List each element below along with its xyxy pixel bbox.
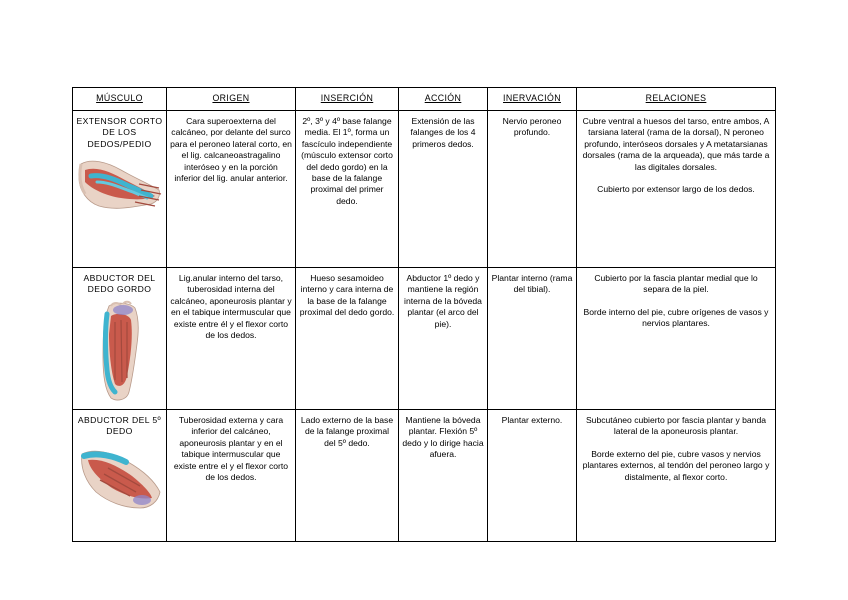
header-relaciones: RELACIONES	[577, 88, 776, 111]
cell-inervacion: Plantar interno (rama del tibial).	[488, 268, 577, 410]
cell-accion: Mantiene la bóveda plantar. Flexión 5º dedo y lo dirige hacia afuera.	[399, 410, 488, 542]
header-accion: ACCIÓN	[399, 88, 488, 111]
foot-dorsal-illustration	[77, 154, 163, 216]
header-musculo: MÚSCULO	[73, 88, 167, 111]
cell-origen: Tuberosidad externa y cara inferior del calcáneo, aponeurosis plantar y en el tabique intermuscular que existe entre el y el flexor corto de los dedos.	[167, 410, 296, 542]
muscle-table	[72, 87, 776, 542]
cell-accion: Abductor 1º dedo y mantiene la región interna de la bóveda plantar (el arco del pie).	[399, 268, 488, 410]
foot-lateral-illustration	[78, 442, 162, 514]
relaciones-paragraph-2: Cubierto por extensor largo de los dedos.	[597, 184, 755, 195]
header-insercion: INSERCIÓN	[296, 88, 399, 111]
cell-musculo	[73, 111, 167, 268]
cell-musculo	[73, 410, 167, 542]
foot-plantar-illustration	[97, 300, 143, 404]
cell-accion: Extensión de las falanges de los 4 primeros dedos.	[399, 111, 488, 268]
table-row	[73, 410, 776, 542]
cell-relaciones	[577, 268, 776, 410]
relaciones-paragraph-2: Borde externo del pie, cubre vasos y nervios plantares externos, al tendón del peroneo largo y distalmente, al flexor corto.	[582, 448, 770, 482]
cell-insercion: Lado externo de la base de la falange proximal del 5º dedo.	[296, 410, 399, 542]
cell-relaciones	[577, 111, 776, 268]
cell-origen: Lig.anular interno del tarso, tuberosidad interna del calcáneo, aponeurosis plantar y en el tabique intermuscular que existe entre él y el flexor corto de los dedos.	[167, 268, 296, 410]
table-row	[73, 268, 776, 410]
cell-musculo	[73, 268, 167, 410]
header-origen: ORIGEN	[167, 88, 296, 111]
relaciones-paragraph-2: Borde interno del pie, cubre orígenes de vasos y nervios plantares.	[583, 306, 769, 329]
cell-inervacion: Plantar externo.	[488, 410, 577, 542]
header-inervacion: INERVACIÓN	[488, 88, 577, 111]
muscle-name: ABDUCTOR DEL 5º DEDO	[77, 415, 162, 437]
cell-inervacion: Nervio peroneo profundo.	[488, 111, 577, 268]
relaciones-paragraph-1: Subcutáneo cubierto por fascia plantar y banda lateral de la aponeurosis plantar.	[585, 415, 767, 437]
cell-insercion: Hueso sesamoideo interno y cara interna de la base de la falange proximal del dedo gordo.	[296, 268, 399, 410]
cell-insercion: 2º, 3º y 4º base falange media. El 1º, forma un fascículo independiente (músculo extensor corto del dedo gordo) en la base de la falange proximal del primer dedo.	[296, 111, 399, 268]
table-row	[73, 111, 776, 268]
muscle-name: EXTENSOR CORTO DE LOS DEDOS/PEDIO	[76, 116, 163, 149]
cell-origen: Cara superoexterna del calcáneo, por delante del surco para el peroneo lateral corto, en el lig. calcaneoastragalino interóseo y en la porción inferior del lig. anular anterior.	[167, 111, 296, 268]
relaciones-paragraph-1: Cubre ventral a huesos del tarso, entre ambos, A tarsiana lateral (rama de la dorsal), N peroneo profundo, interóseos dorsales y A metatarsianas dorsales (rama de la arqueada), que más tarde a las digitales dorsales.	[582, 116, 770, 172]
relaciones-paragraph-1: Cubierto por la fascia plantar medial que lo separa de la piel.	[594, 273, 758, 295]
header-row	[73, 88, 776, 111]
cell-relaciones	[577, 410, 776, 542]
muscle-name: ABDUCTOR DEL DEDO GORDO	[83, 273, 156, 295]
